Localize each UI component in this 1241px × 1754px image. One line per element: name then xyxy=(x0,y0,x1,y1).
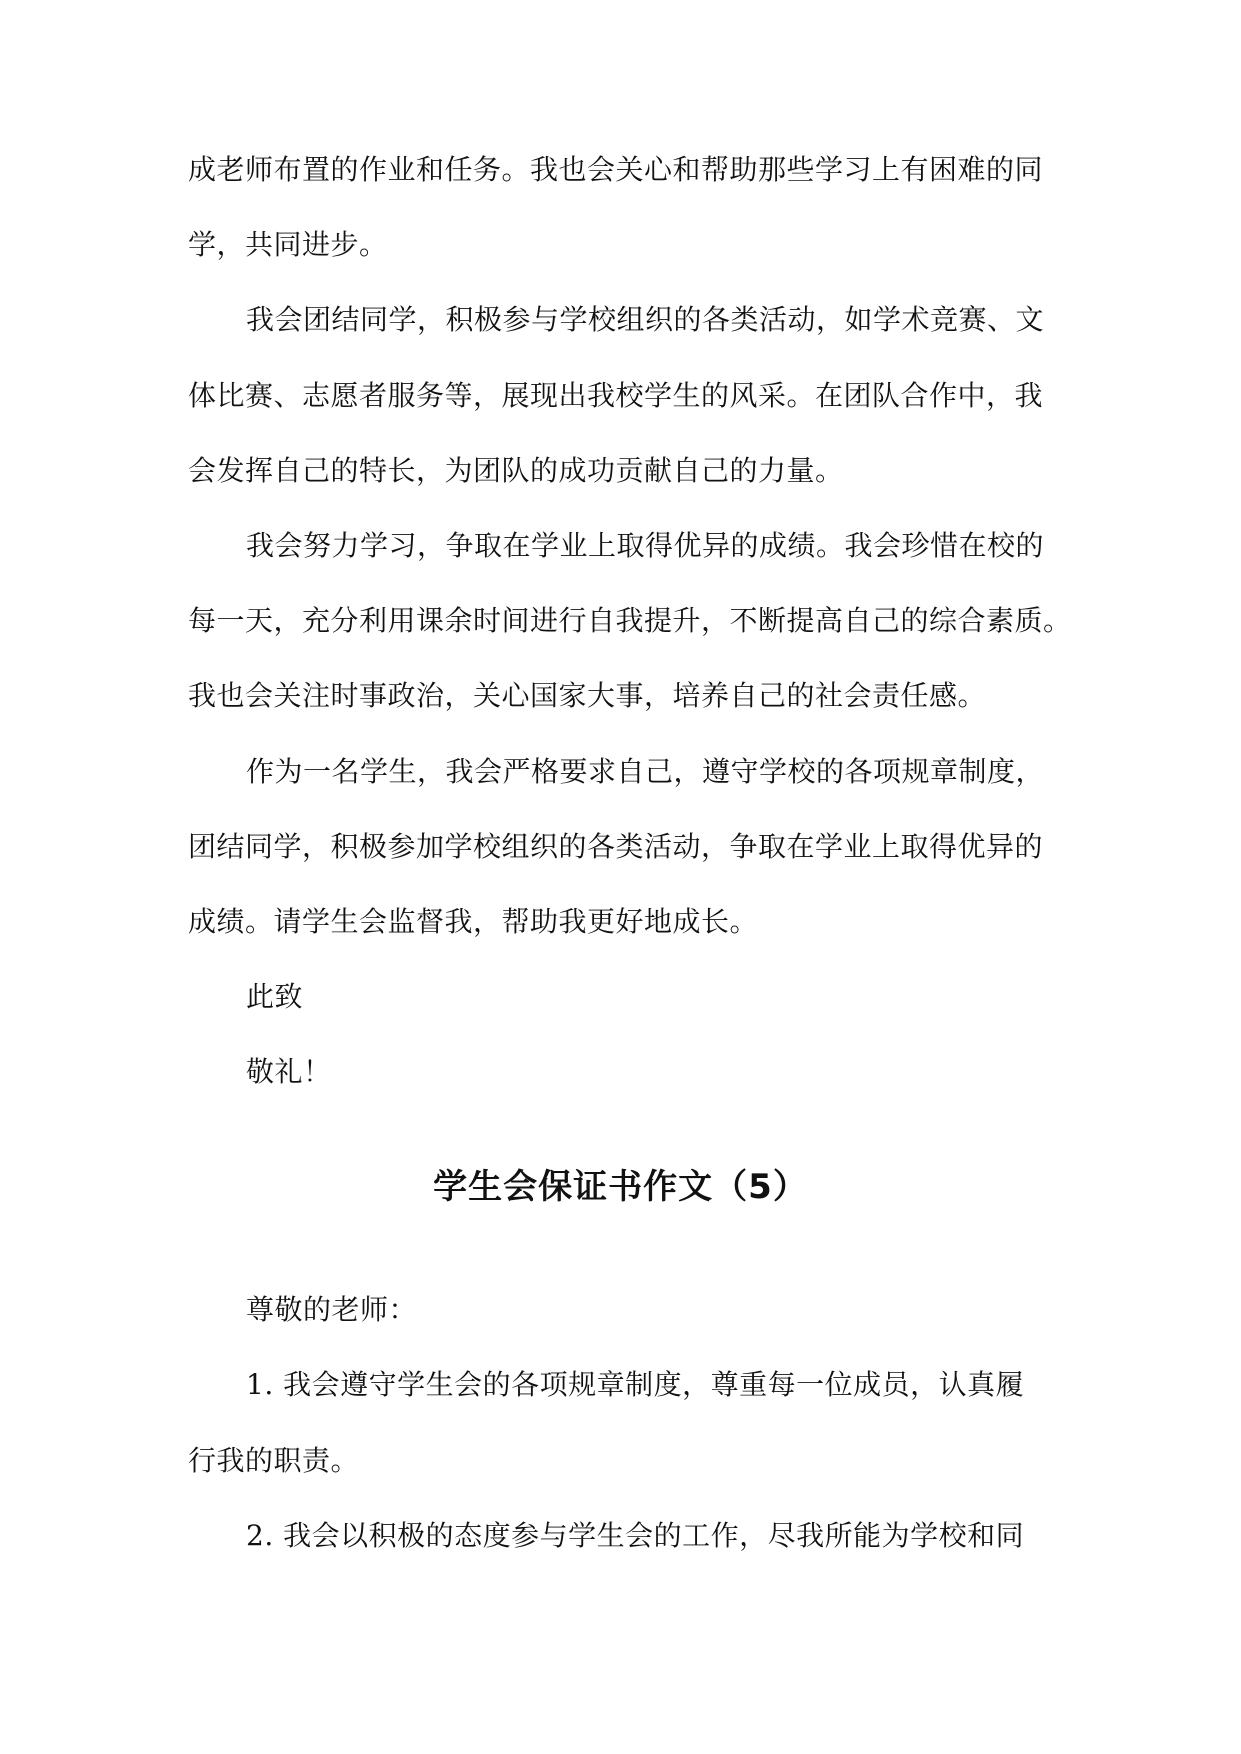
paragraph-line: 作为一名学生，我会严格要求自己，遵守学校的各项规章制度， xyxy=(246,755,1045,788)
closing-line: 此致 xyxy=(246,980,304,1013)
list-item-line: 行我的职责。 xyxy=(188,1444,360,1477)
list-item-line: 1. 我会遵守学生会的各项规章制度，尊重每一位成员，认真履 xyxy=(246,1368,1025,1401)
paragraph-line: 学，共同进步。 xyxy=(188,228,388,261)
paragraph-line: 体比赛、志愿者服务等，展现出我校学生的风采。在团队合作中，我 xyxy=(188,379,1044,412)
section-title: 学生会保证书作文（5） xyxy=(433,1167,808,1207)
paragraph-line: 成老师布置的作业和任务。我也会关心和帮助那些学习上有困难的同 xyxy=(188,153,1044,186)
paragraph-line: 我也会关注时事政治，关心国家大事，培养自己的社会责任感。 xyxy=(188,679,987,712)
paragraph-line: 我会努力学习，争取在学业上取得优异的成绩。我会珍惜在校的 xyxy=(246,529,1045,562)
salutation: 尊敬的老师： xyxy=(246,1293,418,1326)
paragraph-line: 成绩。请学生会监督我，帮助我更好地成长。 xyxy=(188,905,759,938)
list-item-line: 2. 我会以积极的态度参与学生会的工作，尽我所能为学校和同 xyxy=(246,1519,1025,1552)
paragraph-line: 我会团结同学，积极参与学校组织的各类活动，如学术竞赛、文 xyxy=(246,303,1045,336)
paragraph-line: 会发挥自己的特长，为团队的成功贡献自己的力量。 xyxy=(188,454,844,487)
closing-line: 敬礼！ xyxy=(246,1055,332,1088)
paragraph-line: 每一天，充分利用课余时间进行自我提升，不断提高自己的综合素质。 xyxy=(188,604,1072,637)
paragraph-line: 团结同学，积极参加学校组织的各类活动，争取在学业上取得优异的 xyxy=(188,830,1044,863)
